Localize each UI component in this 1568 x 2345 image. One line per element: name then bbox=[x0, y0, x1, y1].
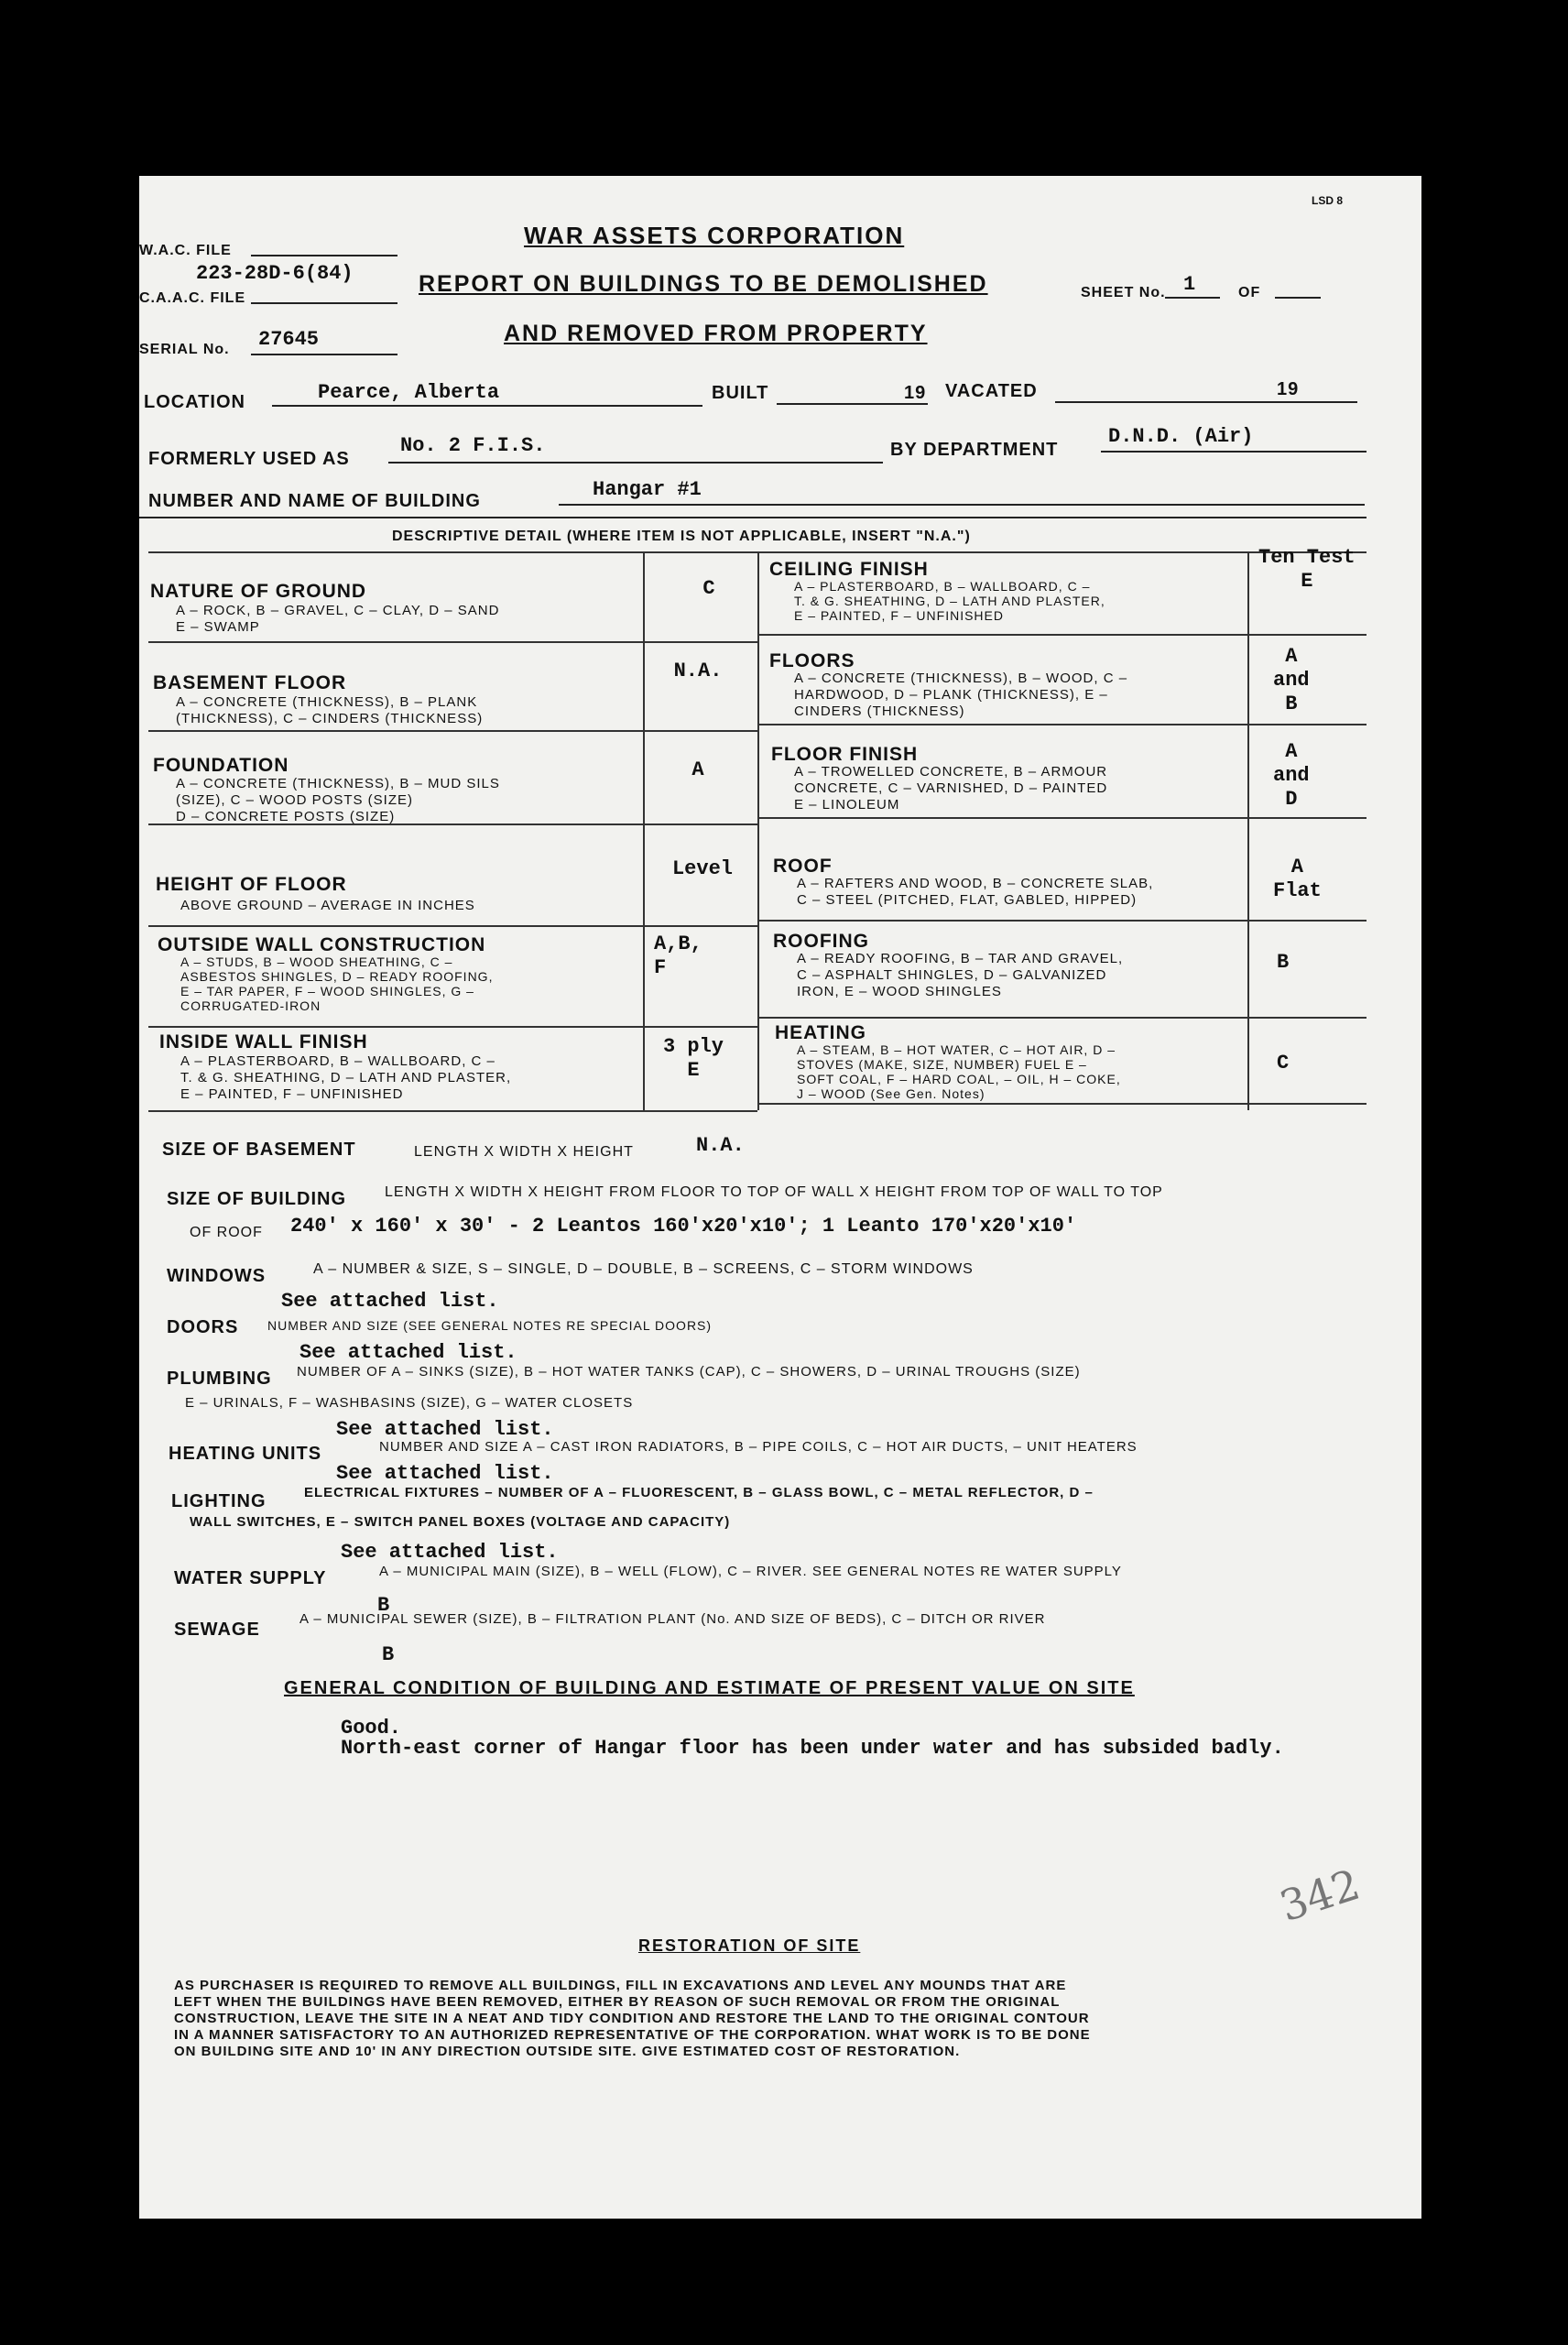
right-row-rule-6 bbox=[757, 1103, 1367, 1105]
lighting-desc: ELECTRICAL FIXTURES – NUMBER OF A – FLUORESCENT, B – GLASS BOWL, C – METAL REFLECTOR, D – bbox=[304, 1485, 1094, 1500]
size-of-building-value: 240' x 160' x 30' - 2 Leantos 160'x20'x10'; 1 Leanto 170'x20'x10' bbox=[290, 1215, 1077, 1238]
sheet-line bbox=[1165, 297, 1220, 299]
building-value: Hangar #1 bbox=[593, 478, 702, 501]
form-sheet bbox=[139, 176, 1421, 2219]
basement-floor-value: N.A. bbox=[673, 660, 723, 682]
windows-label: WINDOWS bbox=[167, 1266, 267, 1286]
foundation-value: A bbox=[691, 758, 704, 781]
plumbing-label: PLUMBING bbox=[167, 1369, 272, 1389]
foundation-desc: A – CONCRETE (THICKNESS), B – MUD SILS (SIZE), C – WOOD POSTS (SIZE) D – CONCRETE POSTS (SIZE) bbox=[176, 776, 500, 824]
floor-finish-title: FLOOR FINISH bbox=[771, 744, 919, 765]
location-line bbox=[272, 405, 702, 407]
serial-label: SERIAL No. bbox=[139, 342, 230, 357]
restoration-text-1: AS PURCHASER IS REQUIRED TO REMOVE ALL BUILDINGS, FILL IN EXCAVATIONS AND LEVEL ANY MOUNDS THAT ARE bbox=[174, 1978, 1067, 1993]
department-label: BY DEPARTMENT bbox=[890, 440, 1059, 460]
floors-desc: A – CONCRETE (THICKNESS), B – WOOD, C – HARDWOOD, D – PLANK (THICKNESS), E – CINDERS (THICKNESS) bbox=[794, 671, 1128, 719]
restoration-heading: RESTORATION OF SITE bbox=[638, 1936, 861, 1955]
size-of-basement-label: SIZE OF BASEMENT bbox=[162, 1140, 356, 1160]
sewage-label: SEWAGE bbox=[174, 1620, 260, 1640]
floors-value: A and B bbox=[1273, 645, 1310, 715]
basement-floor-title: BASEMENT FLOOR bbox=[153, 672, 347, 693]
wac-file-line bbox=[251, 255, 397, 256]
building-line bbox=[559, 504, 1365, 506]
general-condition-heading: GENERAL CONDITION OF BUILDING AND ESTIMATE OF PRESENT VALUE ON SITE bbox=[284, 1678, 1135, 1698]
location-value: Pearce, Alberta bbox=[318, 381, 500, 404]
left-row-rule-4 bbox=[148, 925, 757, 927]
basement-floor-desc: A – CONCRETE (THICKNESS), B – PLANK (THICKNESS), C – CINDERS (THICKNESS) bbox=[176, 694, 484, 726]
roof-title: ROOF bbox=[773, 856, 833, 877]
serial-line bbox=[251, 354, 397, 355]
floors-title: FLOORS bbox=[769, 650, 855, 671]
height-of-floor-desc: ABOVE GROUND – AVERAGE IN INCHES bbox=[180, 898, 475, 913]
restoration-text-3: CONSTRUCTION, LEAVE THE SITE IN A NEAT AND TIDY CONDITION AND RESTORE THE LAND TO THE ORIGINAL CONTOUR bbox=[174, 2011, 1090, 2026]
left-row-rule-5 bbox=[148, 1026, 757, 1028]
heating-desc: A – STEAM, B – HOT WATER, C – HOT AIR, D – STOVES (MAKE, SIZE, NUMBER) FUEL E – SOFT COAL, F – HARD COAL, – OIL, H – COKE, J – WOOD (See Gen. Notes) bbox=[797, 1042, 1121, 1101]
form-code: LSD 8 bbox=[1312, 194, 1344, 207]
heating-units-desc: NUMBER AND SIZE A – CAST IRON RADIATORS, B – PIPE COILS, C – HOT AIR DUCTS, – UNIT HEATERS bbox=[379, 1439, 1138, 1455]
doors-desc: NUMBER AND SIZE (SEE GENERAL NOTES RE SPECIAL DOORS) bbox=[267, 1318, 713, 1333]
restoration-text-2: LEFT WHEN THE BUILDINGS HAVE BEEN REMOVED, EITHER BY REASON OF SUCH REMOVAL OR FROM THE ORIGINAL bbox=[174, 1994, 1061, 2010]
wac-file-label: W.A.C. FILE bbox=[139, 243, 232, 258]
report-title-line2: AND REMOVED FROM PROPERTY bbox=[504, 321, 928, 346]
left-row-rule-1 bbox=[148, 641, 757, 643]
plumbing-value: See attached list. bbox=[336, 1418, 554, 1441]
nature-of-ground-title: NATURE OF GROUND bbox=[150, 581, 367, 602]
foundation-title: FOUNDATION bbox=[153, 755, 289, 776]
lighting-desc2: WALL SWITCHES, E – SWITCH PANEL BOXES (VOLTAGE AND CAPACITY) bbox=[190, 1514, 731, 1530]
height-of-floor-title: HEIGHT OF FLOOR bbox=[156, 874, 347, 895]
size-of-building-desc: LENGTH X WIDTH X HEIGHT FROM FLOOR TO TOP OF WALL X HEIGHT FROM TOP OF WALL TO TOP bbox=[385, 1184, 1163, 1200]
outside-wall-desc: A – STUDS, B – WOOD SHEATHING, C – ASBESTOS SHINGLES, D – READY ROOFING, E – TAR PAPER, F – WOOD SHINGLES, G – CORRUGATED-IRON bbox=[180, 954, 494, 1013]
floor-finish-desc: A – TROWELLED CONCRETE, B – ARMOUR CONCRETE, C – VARNISHED, D – PAINTED E – LINOLEUM bbox=[794, 764, 1108, 813]
outside-wall-title: OUTSIDE WALL CONSTRUCTION bbox=[158, 934, 486, 955]
inside-wall-desc: A – PLASTERBOARD, B – WALLBOARD, C – T. & G. SHEATHING, D – LATH AND PLASTER, E – PAINTED, F – UNFINISHED bbox=[180, 1053, 512, 1102]
descriptive-detail-heading: DESCRIPTIVE DETAIL (WHERE ITEM IS NOT APPLICABLE, INSERT "N.A.") bbox=[392, 529, 971, 544]
inside-wall-value: 3 ply E bbox=[663, 1035, 724, 1082]
outside-wall-value: A,B, F bbox=[654, 933, 702, 979]
rule-under-building bbox=[139, 517, 1367, 518]
water-supply-desc: A – MUNICIPAL MAIN (SIZE), B – WELL (FLOW), C – RIVER. SEE GENERAL NOTES RE WATER SUPPLY bbox=[379, 1564, 1122, 1579]
right-row-rule-2 bbox=[757, 724, 1367, 725]
left-row-rule-6 bbox=[148, 1110, 757, 1112]
heating-value: C bbox=[1277, 1052, 1290, 1074]
doors-value: See attached list. bbox=[299, 1341, 517, 1364]
inside-wall-title: INSIDE WALL FINISH bbox=[159, 1031, 368, 1053]
vacated-year: 19 bbox=[1277, 379, 1300, 399]
right-row-rule-3 bbox=[757, 817, 1367, 819]
org-title: WAR ASSETS CORPORATION bbox=[524, 222, 905, 249]
size-of-basement-value: N.A. bbox=[696, 1134, 745, 1157]
right-row-rule-1 bbox=[757, 634, 1367, 636]
formerly-value: No. 2 F.I.S. bbox=[400, 434, 546, 457]
ceiling-finish-value: Ten Test E bbox=[1258, 546, 1356, 593]
heating-units-value: See attached list. bbox=[336, 1462, 554, 1485]
built-year: 19 bbox=[904, 383, 927, 403]
floor-finish-value: A and D bbox=[1273, 740, 1310, 811]
caac-file-line bbox=[251, 302, 397, 304]
ceiling-finish-desc: A – PLASTERBOARD, B – WALLBOARD, C – T. & G. SHEATHING, D – LATH AND PLASTER, E – PAINTED, F – UNFINISHED bbox=[794, 579, 1105, 623]
ceiling-finish-title: CEILING FINISH bbox=[769, 559, 929, 580]
roofing-title: ROOFING bbox=[773, 931, 869, 952]
nature-of-ground-desc: A – ROCK, B – GRAVEL, C – CLAY, D – SAND E – SWAMP bbox=[176, 603, 500, 635]
vacated-line bbox=[1055, 401, 1357, 403]
report-title-line1: REPORT ON BUILDINGS TO BE DEMOLISHED bbox=[419, 271, 988, 297]
vacated-label: VACATED bbox=[945, 381, 1038, 401]
sheet-value: 1 bbox=[1183, 273, 1196, 296]
sewage-value: B bbox=[382, 1643, 395, 1666]
roofing-value: B bbox=[1277, 951, 1290, 974]
formerly-line bbox=[388, 462, 883, 464]
building-label: NUMBER AND NAME OF BUILDING bbox=[148, 491, 481, 511]
plumbing-desc2: E – URINALS, F – WASHBASINS (SIZE), G – WATER CLOSETS bbox=[185, 1395, 634, 1411]
sewage-desc: A – MUNICIPAL SEWER (SIZE), B – FILTRATION PLANT (No. AND SIZE OF BEDS), C – DITCH OR RIVER bbox=[299, 1611, 1046, 1627]
department-value: D.N.D. (Air) bbox=[1108, 425, 1254, 448]
sheet-label: SHEET No. bbox=[1081, 285, 1166, 300]
formerly-label: FORMERLY USED AS bbox=[148, 449, 350, 469]
lighting-label: LIGHTING bbox=[171, 1491, 267, 1511]
restoration-text-5: ON BUILDING SITE AND 10' IN ANY DIRECTION OUTSIDE SITE. GIVE ESTIMATED COST OF RESTORATION. bbox=[174, 2044, 961, 2059]
height-of-floor-value: Level bbox=[671, 857, 733, 880]
size-of-building-desc2: OF ROOF bbox=[190, 1225, 263, 1240]
left-row-rule-2 bbox=[148, 730, 757, 732]
heating-title: HEATING bbox=[775, 1022, 866, 1043]
of-label: OF bbox=[1238, 285, 1261, 300]
condition-line-2: North-east corner of Hangar floor has been under water and has subsided badly. bbox=[341, 1737, 1284, 1760]
size-of-basement-desc: LENGTH X WIDTH X HEIGHT bbox=[414, 1144, 634, 1160]
caac-file-value: 223-28D-6(84) bbox=[196, 262, 354, 285]
handwritten-page-number: 342 bbox=[1273, 1859, 1367, 1932]
heating-units-label: HEATING UNITS bbox=[169, 1444, 322, 1464]
water-supply-value: B bbox=[377, 1594, 390, 1617]
built-label: BUILT bbox=[712, 383, 769, 403]
caac-file-label: C.A.A.C. FILE bbox=[139, 290, 246, 306]
right-row-rule-4 bbox=[757, 920, 1367, 922]
serial-value: 27645 bbox=[258, 328, 320, 351]
doors-label: DOORS bbox=[167, 1317, 239, 1337]
plumbing-desc: NUMBER OF A – SINKS (SIZE), B – HOT WATER TANKS (CAP), C – SHOWERS, D – URINAL TROUGHS (SIZE) bbox=[297, 1364, 1081, 1380]
lighting-value: See attached list. bbox=[341, 1541, 559, 1564]
of-line bbox=[1275, 297, 1321, 299]
department-line bbox=[1101, 451, 1367, 453]
right-row-rule-5 bbox=[757, 1017, 1367, 1019]
size-of-building-label: SIZE OF BUILDING bbox=[167, 1189, 346, 1209]
nature-of-ground-value: C bbox=[702, 577, 715, 600]
condition-line-1: Good. bbox=[341, 1717, 402, 1740]
roof-value: A Flat bbox=[1273, 856, 1322, 902]
restoration-text-4: IN A MANNER SATISFACTORY TO AN AUTHORIZED REPRESENTATIVE OF THE CORPORATION. WHAT WORK IS TO BE DONE bbox=[174, 2027, 1091, 2043]
water-supply-label: WATER SUPPLY bbox=[174, 1568, 327, 1588]
windows-value: See attached list. bbox=[281, 1290, 499, 1313]
windows-desc: A – NUMBER & SIZE, S – SINGLE, D – DOUBLE, B – SCREENS, C – STORM WINDOWS bbox=[313, 1261, 974, 1277]
roof-desc: A – RAFTERS AND WOOD, B – CONCRETE SLAB, C – STEEL (PITCHED, FLAT, GABLED, HIPPED) bbox=[797, 876, 1154, 908]
roofing-desc: A – READY ROOFING, B – TAR AND GRAVEL, C – ASPHALT SHINGLES, D – GALVANIZED IRON, E – WOOD SHINGLES bbox=[797, 951, 1124, 999]
location-label: LOCATION bbox=[144, 392, 245, 412]
